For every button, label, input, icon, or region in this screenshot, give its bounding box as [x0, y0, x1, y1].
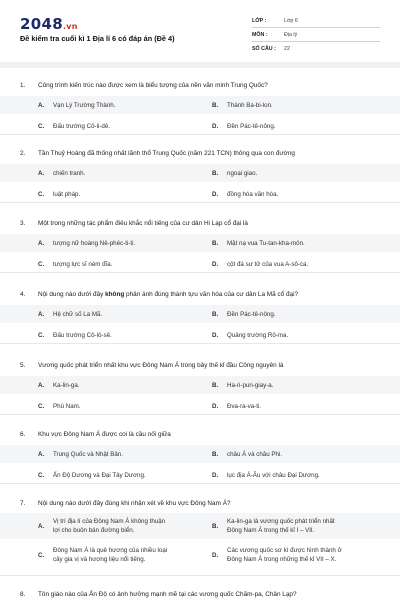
question-text: [20, 431, 385, 438]
info-row-class: [252, 14, 380, 28]
option-text-line: Đông Nam Á trong những thế kỉ VII – X.: [227, 556, 337, 563]
option-b[interactable]: [212, 164, 390, 182]
question-stem: Công trình kiến trúc nào được xem là biểu tượng của nền văn minh Trung Quốc?: [38, 82, 268, 89]
option-letter: C.: [38, 331, 45, 339]
option-letter: D.: [212, 402, 219, 410]
question-stem-start: Nội dung nào dưới đây: [38, 291, 106, 298]
question-stem: Khu vực Đông Nam Á được coi là cầu nối giữa: [38, 431, 171, 438]
option-c[interactable]: [38, 542, 208, 568]
option-letter: D.: [212, 260, 219, 268]
option-letter: D.: [212, 551, 219, 559]
option-letter: B.: [212, 239, 219, 247]
question-text: [20, 362, 385, 369]
info-value: Địa lý: [284, 31, 298, 38]
option-text: Mặt nạ vua Tu-tan-kha-môn.: [227, 239, 305, 247]
option-d[interactable]: [212, 542, 390, 568]
question-divider: [0, 272, 400, 273]
option-letter: B.: [212, 381, 219, 389]
option-text: đồng hóa văn hóa.: [227, 190, 279, 198]
question-number: 7.: [20, 500, 26, 507]
question-divider: [0, 202, 400, 203]
logo-suffix: .vn: [62, 22, 78, 31]
option-text-line: Đông Nam Á trong thế kỉ I – VII.: [227, 527, 315, 534]
option-text-line: lợi cho buôn bán đường biển.: [53, 527, 135, 534]
option-c[interactable]: [38, 185, 208, 203]
question-list: [0, 68, 400, 600]
option-text: Ka-lin-ga.: [53, 381, 80, 389]
option-d[interactable]: [212, 397, 390, 415]
info-table: [252, 14, 380, 56]
option-a[interactable]: [38, 96, 208, 114]
question-divider: [0, 575, 400, 576]
info-value: Lớp 6: [284, 17, 298, 24]
option-letter: C.: [38, 122, 45, 130]
option-text: Đền Pác-tê-nông.: [227, 310, 276, 318]
options-row: [0, 234, 400, 252]
option-b[interactable]: [212, 445, 390, 463]
option-letter: D.: [212, 471, 219, 479]
option-c[interactable]: [38, 397, 208, 415]
option-text-line: Đông Nam Á là quê hương của nhiều loại: [53, 547, 168, 554]
option-d[interactable]: [212, 185, 390, 203]
option-a[interactable]: [38, 445, 208, 463]
option-text-line: cây gia vị và hương liệu nổi tiếng.: [53, 556, 146, 563]
option-text: [227, 546, 342, 564]
option-b[interactable]: [212, 234, 390, 252]
question-stem: Nội dung nào dưới đây đúng khi nhận xét về khu vực Đông Nam Á?: [38, 500, 231, 507]
question-divider: [0, 414, 400, 415]
question-stem: Một trong những tác phẩm điêu khắc nổi tiếng của cư dân Hi Lạp cổ đại là: [38, 220, 248, 227]
question-text: [20, 291, 385, 298]
option-letter: C.: [38, 471, 45, 479]
question-number: 8.: [20, 591, 26, 598]
option-a[interactable]: [38, 164, 208, 182]
option-letter: D.: [212, 122, 219, 130]
option-letter: D.: [212, 331, 219, 339]
option-text: [53, 517, 165, 535]
info-row-count: [252, 42, 380, 56]
option-letter: B.: [212, 101, 219, 109]
option-text: Đấu trường Cô-lô-sê.: [53, 331, 112, 339]
options-row: [0, 376, 400, 394]
option-c[interactable]: [38, 466, 208, 484]
question-divider: [0, 134, 400, 135]
info-label: MÔN :: [252, 31, 268, 38]
option-letter: B.: [212, 522, 219, 530]
options-row: [0, 117, 400, 135]
question-stem: Tôn giáo nào của Ấn Độ có ảnh hưởng mạnh mẽ tại các vương quốc Chăm-pa, Chân Lạp?: [38, 591, 297, 598]
question-text: [20, 591, 385, 598]
option-text: Phù Nam.: [53, 402, 81, 410]
options-row: [0, 305, 400, 323]
option-b[interactable]: [212, 513, 390, 539]
options-row: [0, 445, 400, 463]
options-row: [0, 466, 400, 484]
options-row: [0, 96, 400, 114]
page-header: [0, 0, 400, 62]
options-row: [0, 326, 400, 344]
question-number: 2.: [20, 150, 26, 157]
option-text: châu Á và châu Phi.: [227, 450, 283, 458]
question-stem: Tần Thuỷ Hoàng đã thống nhất lãnh thổ Trung Quốc (năm 221 TCN) thông qua con đường: [38, 150, 295, 157]
option-text: Vạn Lý Trường Thành.: [53, 101, 116, 109]
question-number: 3.: [20, 220, 26, 227]
option-d[interactable]: [212, 326, 390, 344]
option-letter: C.: [38, 402, 45, 410]
options-row: [0, 185, 400, 203]
site-logo[interactable]: [20, 15, 78, 33]
option-d[interactable]: [212, 466, 390, 484]
question-stem-end: phản ánh đúng thành tựu văn hóa của cư dân La Mã cổ đại?: [124, 291, 299, 298]
option-letter: D.: [212, 190, 219, 198]
option-text: lục địa Á-Âu với châu Đại Dương.: [227, 471, 320, 479]
option-c[interactable]: [38, 326, 208, 344]
question-number: 5.: [20, 362, 26, 369]
options-row: [0, 397, 400, 415]
option-letter: B.: [212, 310, 219, 318]
option-letter: C.: [38, 190, 45, 198]
options-row: [0, 513, 400, 539]
option-text: Trung Quốc và Nhật Bản.: [53, 450, 123, 458]
option-text: Ha-ri-pun-giay-a.: [227, 381, 274, 389]
question-stem-emphasis: không: [105, 291, 125, 298]
question-number: 4.: [20, 291, 26, 298]
document-title: Đề kiểm tra cuối kì 1 Địa lí 6 có đáp án (Đề 4): [20, 34, 175, 43]
option-text-line: Vị trí địa lí của Đông Nam Á không thuận: [53, 518, 166, 525]
option-letter: C.: [38, 260, 45, 268]
question-text: [20, 500, 385, 507]
option-letter: A.: [38, 522, 45, 530]
option-text-line: Các vương quốc sơ kì được hình thành ở: [227, 547, 342, 554]
option-text: Hệ chữ số La Mã.: [53, 310, 103, 318]
option-letter: C.: [38, 551, 45, 559]
option-letter: A.: [38, 450, 45, 458]
info-row-subject: [252, 28, 380, 42]
option-letter: A.: [38, 169, 45, 177]
question-stem: Vương quốc phát triển nhất khu vực Đông Nam Á trong bảy thế kỉ đầu Công nguyên là: [38, 362, 284, 369]
option-letter: B.: [212, 450, 219, 458]
options-row: [0, 255, 400, 273]
option-d[interactable]: [212, 117, 390, 135]
option-text: Ấn Độ Dương và Đại Tây Dương.: [53, 471, 146, 479]
options-row: [0, 542, 400, 568]
question-divider: [0, 343, 400, 344]
option-text: tượng nữ hoàng Nê-phéc-ti-ti.: [53, 239, 136, 247]
option-text: Quảng trường Rô-ma.: [227, 331, 289, 339]
option-b[interactable]: [212, 376, 390, 394]
option-d[interactable]: [212, 255, 390, 273]
option-a[interactable]: [38, 305, 208, 323]
option-text: tượng lực sĩ ném đĩa.: [53, 260, 113, 268]
option-a[interactable]: [38, 376, 208, 394]
question-divider: [0, 483, 400, 484]
question-text: [20, 220, 385, 227]
option-text: [227, 517, 335, 535]
question-number: 6.: [20, 431, 26, 438]
option-text-line: Ka-lin-ga là vương quốc phát triển nhất: [227, 518, 335, 525]
option-text: chiến tranh.: [53, 169, 86, 177]
question-number: 1.: [20, 82, 26, 89]
option-text: Đền Pác-tê-nông.: [227, 122, 276, 130]
option-text: Đva-ra-va-ti.: [227, 402, 262, 410]
option-letter: A.: [38, 310, 45, 318]
option-text: [53, 546, 167, 564]
info-label: LỚP :: [252, 17, 267, 24]
info-value: 22: [284, 46, 290, 52]
info-label: SỐ CÂU :: [252, 46, 276, 52]
options-row: [0, 164, 400, 182]
option-text: luật pháp.: [53, 190, 81, 198]
option-a[interactable]: [38, 513, 208, 539]
option-text: ngoại giao.: [227, 169, 258, 177]
option-letter: A.: [38, 239, 45, 247]
option-a[interactable]: [38, 234, 208, 252]
logo-text: 2048: [20, 15, 63, 33]
option-b[interactable]: [212, 96, 390, 114]
question-text: [20, 82, 385, 89]
option-c[interactable]: [38, 117, 208, 135]
option-text: cột đá sư tử của vua A-sô-ca.: [227, 260, 309, 268]
option-letter: A.: [38, 101, 45, 109]
option-text: Đấu trường Cô-li-dê.: [53, 122, 111, 130]
option-c[interactable]: [38, 255, 208, 273]
option-letter: A.: [38, 381, 45, 389]
option-b[interactable]: [212, 305, 390, 323]
option-letter: B.: [212, 169, 219, 177]
question-text: [20, 150, 385, 157]
option-text: Thành Ba-bi-lon.: [227, 101, 273, 109]
